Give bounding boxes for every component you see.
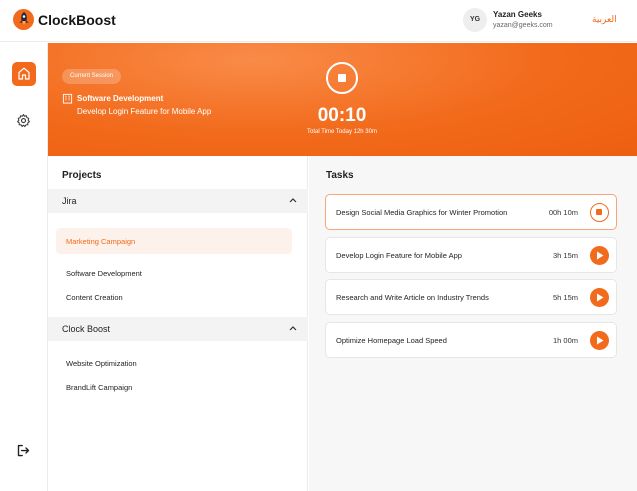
play-task-button[interactable]	[590, 246, 609, 265]
language-switch-link[interactable]: العربية	[592, 15, 617, 25]
user-avatar[interactable]: YG	[463, 8, 487, 32]
logout-icon[interactable]	[16, 443, 31, 458]
project-item-marketing-campaign[interactable]: Marketing Campaign	[56, 228, 292, 254]
task-time: 1h 00m	[552, 336, 578, 345]
user-email: yazan@geeks.com	[493, 22, 553, 29]
chevron-up-icon	[289, 325, 297, 331]
sidebar	[0, 43, 48, 491]
play-icon	[596, 293, 604, 302]
play-icon	[596, 251, 604, 260]
tasks-panel	[309, 156, 637, 491]
building-icon	[62, 93, 73, 104]
project-item-brandlift-campaign[interactable]: BrandLift Campaign	[66, 383, 133, 392]
sidebar-item-home[interactable]	[12, 62, 36, 86]
task-time: 3h 15m	[552, 251, 578, 260]
session-timer: 00:10	[317, 105, 367, 126]
projects-title: Projects	[62, 170, 102, 181]
task-title: Design Social Media Graphics for Winter Promotion	[336, 208, 508, 217]
projects-panel	[48, 156, 308, 491]
task-title: Research and Write Article on Industry Trends	[336, 293, 489, 302]
home-icon	[18, 67, 30, 80]
project-item-software-development[interactable]: Software Development	[66, 269, 142, 278]
project-group-clock-boost[interactable]	[48, 317, 308, 341]
top-header	[0, 0, 637, 42]
task-card[interactable]	[325, 237, 617, 273]
task-card[interactable]	[325, 194, 617, 230]
tasks-title: Tasks	[326, 170, 354, 181]
brand-name: ClockBoost	[38, 12, 116, 28]
play-task-button[interactable]	[590, 331, 609, 350]
task-time: 00h 10m	[548, 208, 578, 217]
play-icon	[596, 336, 604, 345]
project-item-content-creation[interactable]: Content Creation	[66, 293, 123, 302]
project-group-name: Jira	[62, 196, 77, 206]
session-task-name: Develop Login Feature for Mobile App	[77, 107, 212, 116]
task-card[interactable]	[325, 279, 617, 315]
current-session-banner	[48, 43, 637, 156]
chevron-up-icon	[289, 197, 297, 203]
project-group-jira[interactable]	[48, 189, 308, 213]
task-card[interactable]	[325, 322, 617, 358]
task-title: Develop Login Feature for Mobile App	[336, 251, 462, 260]
task-title: Optimize Homepage Load Speed	[336, 336, 447, 345]
session-badge: Current Session	[62, 69, 121, 84]
gear-icon[interactable]	[16, 113, 31, 128]
stop-task-button[interactable]	[590, 203, 609, 222]
session-project-name: Software Development	[77, 94, 164, 103]
rocket-logo-icon	[13, 9, 34, 30]
stop-icon	[338, 74, 346, 82]
task-time: 5h 15m	[552, 293, 578, 302]
play-task-button[interactable]	[590, 288, 609, 307]
user-name: Yazan Geeks	[493, 10, 542, 19]
total-time-today: Total Time Today 12h 30m	[307, 129, 377, 135]
stop-icon	[596, 209, 602, 215]
project-group-name: Clock Boost	[62, 324, 111, 334]
stop-session-button[interactable]	[326, 62, 358, 94]
project-item-website-optimization[interactable]: Website Optimization	[66, 359, 137, 368]
